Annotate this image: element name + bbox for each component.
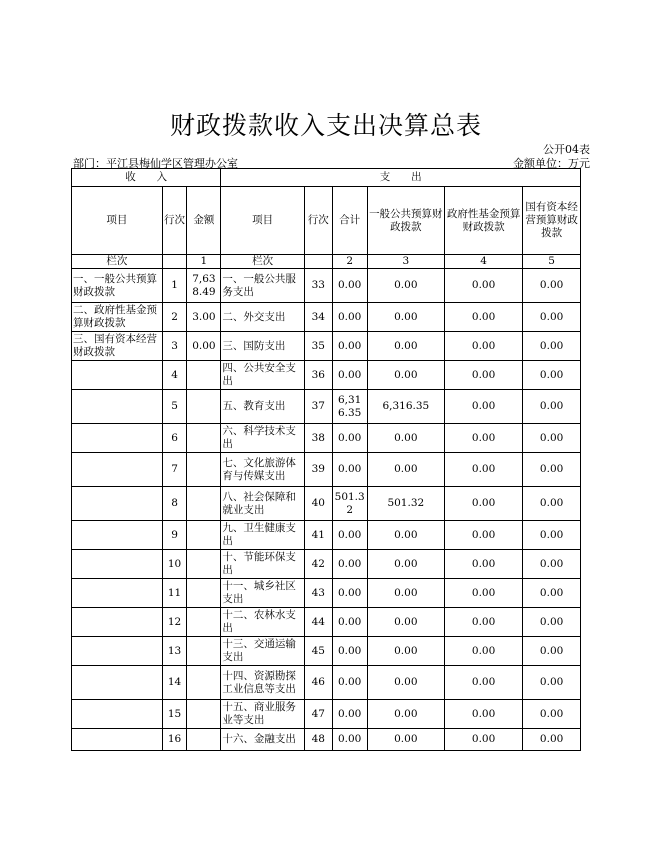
- expense-header: 支 出: [221, 169, 581, 187]
- general-budget-amount: 0.00: [367, 550, 444, 579]
- general-budget-amount: 0.00: [367, 700, 444, 729]
- state-capital-amount: 0.00: [523, 521, 581, 550]
- income-amount: [187, 666, 221, 700]
- col-gov-fund: 政府性基金预算财政拨款: [444, 187, 522, 255]
- department-label: 部门：平江县梅仙学区管理办公室: [73, 157, 238, 170]
- header-row-lanci: [72, 255, 581, 269]
- expense-item: 十四、资源勘探工业信息等支出: [221, 666, 304, 700]
- lanci-1: 1: [187, 255, 221, 269]
- expense-line: 37: [304, 390, 332, 424]
- col-general-budget: 一般公共预算财政拨款: [367, 187, 444, 255]
- state-capital-amount: 0.00: [523, 608, 581, 637]
- income-item: [72, 608, 163, 637]
- col-state-capital: 国有资本经营预算财政拨款: [523, 187, 581, 255]
- income-line: 8: [162, 487, 187, 521]
- expense-line: 39: [304, 453, 332, 487]
- income-item: [72, 700, 163, 729]
- col-item-expense: 项目: [221, 187, 304, 255]
- table-row: [72, 453, 581, 487]
- income-line: 13: [162, 637, 187, 666]
- total-amount: 6,316.35: [332, 390, 367, 424]
- state-capital-amount: 0.00: [523, 729, 581, 751]
- general-budget-amount: 6,316.35: [367, 390, 444, 424]
- state-capital-amount: 0.00: [523, 390, 581, 424]
- gov-fund-amount: 0.00: [444, 729, 522, 751]
- gov-fund-amount: 0.00: [444, 453, 522, 487]
- lanci-label-2: 栏次: [221, 255, 304, 269]
- state-capital-amount: 0.00: [523, 453, 581, 487]
- total-amount: 0.00: [332, 303, 367, 332]
- expense-item: 十三、交通运输支出: [221, 637, 304, 666]
- expense-line: 35: [304, 332, 332, 361]
- gov-fund-amount: 0.00: [444, 550, 522, 579]
- state-capital-amount: 0.00: [523, 303, 581, 332]
- income-item: [72, 521, 163, 550]
- total-amount: 0.00: [332, 579, 367, 608]
- table-row: [72, 666, 581, 700]
- gov-fund-amount: 0.00: [444, 637, 522, 666]
- income-line: 1: [162, 269, 187, 303]
- page-title: 财政拨款收入支出决算总表: [169, 111, 482, 140]
- table-row: [72, 729, 581, 751]
- expense-line: 38: [304, 424, 332, 453]
- expense-line: 36: [304, 361, 332, 390]
- income-line: 16: [162, 729, 187, 751]
- state-capital-amount: 0.00: [523, 637, 581, 666]
- income-item: [72, 487, 163, 521]
- general-budget-amount: 0.00: [367, 729, 444, 751]
- table-row: [72, 550, 581, 579]
- total-amount: 501.32: [332, 487, 367, 521]
- income-amount: 7,638.49: [187, 269, 221, 303]
- total-amount: 0.00: [332, 700, 367, 729]
- expense-line: 41: [304, 521, 332, 550]
- gov-fund-amount: 0.00: [444, 361, 522, 390]
- state-capital-amount: 0.00: [523, 361, 581, 390]
- expense-item: 九、卫生健康支出: [221, 521, 304, 550]
- gov-fund-amount: 0.00: [444, 303, 522, 332]
- income-line: 7: [162, 453, 187, 487]
- header-row-columns: [72, 187, 581, 255]
- income-amount: [187, 550, 221, 579]
- general-budget-amount: 0.00: [367, 637, 444, 666]
- table-row: [72, 579, 581, 608]
- expense-item: 八、社会保障和就业支出: [221, 487, 304, 521]
- lanci-3: 3: [367, 255, 444, 269]
- total-amount: 0.00: [332, 608, 367, 637]
- general-budget-amount: 0.00: [367, 579, 444, 608]
- expense-item: 六、科学技术支出: [221, 424, 304, 453]
- expense-item: 二、外交支出: [221, 303, 304, 332]
- income-amount: [187, 361, 221, 390]
- income-line: 12: [162, 608, 187, 637]
- state-capital-amount: 0.00: [523, 700, 581, 729]
- table-row: [72, 637, 581, 666]
- state-capital-amount: 0.00: [523, 424, 581, 453]
- gov-fund-amount: 0.00: [444, 487, 522, 521]
- expense-item: 十五、商业服务业等支出: [221, 700, 304, 729]
- income-line: 2: [162, 303, 187, 332]
- income-item: 三、国有资本经营财政拨款: [72, 332, 163, 361]
- state-capital-amount: 0.00: [523, 550, 581, 579]
- expense-line: 33: [304, 269, 332, 303]
- income-amount: 3.00: [187, 303, 221, 332]
- gov-fund-amount: 0.00: [444, 521, 522, 550]
- unit-label: 金额单位：万元: [513, 157, 590, 170]
- total-amount: 0.00: [332, 453, 367, 487]
- expense-item: 十二、农林水支出: [221, 608, 304, 637]
- expense-line: 47: [304, 700, 332, 729]
- expense-item: 七、文化旅游体育与传媒支出: [221, 453, 304, 487]
- gov-fund-amount: 0.00: [444, 269, 522, 303]
- income-item: [72, 390, 163, 424]
- expense-item: 十、节能环保支出: [221, 550, 304, 579]
- lanci-2: 2: [332, 255, 367, 269]
- total-amount: 0.00: [332, 424, 367, 453]
- gov-fund-amount: 0.00: [444, 700, 522, 729]
- income-amount: [187, 579, 221, 608]
- state-capital-amount: 0.00: [523, 579, 581, 608]
- col-item-income: 项目: [72, 187, 163, 255]
- state-capital-amount: 0.00: [523, 332, 581, 361]
- income-line: 5: [162, 390, 187, 424]
- lanci-empty: [162, 255, 187, 269]
- expense-line: 48: [304, 729, 332, 751]
- table-row: [72, 390, 581, 424]
- gov-fund-amount: 0.00: [444, 424, 522, 453]
- income-line: 3: [162, 332, 187, 361]
- income-amount: [187, 521, 221, 550]
- income-amount: 0.00: [187, 332, 221, 361]
- table-row: [72, 269, 581, 303]
- table-row: [72, 521, 581, 550]
- income-amount: [187, 424, 221, 453]
- income-item: [72, 361, 163, 390]
- expense-item: 十六、金融支出: [221, 729, 304, 751]
- lanci-empty-2: [304, 255, 332, 269]
- income-line: 11: [162, 579, 187, 608]
- income-item: 二、政府性基金预算财政拨款: [72, 303, 163, 332]
- income-item: [72, 579, 163, 608]
- state-capital-amount: 0.00: [523, 269, 581, 303]
- gov-fund-amount: 0.00: [444, 666, 522, 700]
- table-row: [72, 361, 581, 390]
- table-row: [72, 700, 581, 729]
- state-capital-amount: 0.00: [523, 487, 581, 521]
- general-budget-amount: 0.00: [367, 303, 444, 332]
- income-line: 4: [162, 361, 187, 390]
- expense-line: 46: [304, 666, 332, 700]
- income-line: 10: [162, 550, 187, 579]
- expense-line: 40: [304, 487, 332, 521]
- income-item: [72, 666, 163, 700]
- total-amount: 0.00: [332, 269, 367, 303]
- income-item: [72, 729, 163, 751]
- form-number: 公开04表: [543, 143, 590, 156]
- income-amount: [187, 700, 221, 729]
- header-row-sections: [72, 169, 581, 187]
- col-line-income: 行次: [162, 187, 187, 255]
- general-budget-amount: 0.00: [367, 361, 444, 390]
- general-budget-amount: 0.00: [367, 453, 444, 487]
- income-item: [72, 424, 163, 453]
- total-amount: 0.00: [332, 521, 367, 550]
- gov-fund-amount: 0.00: [444, 608, 522, 637]
- lanci-label: 栏次: [72, 255, 163, 269]
- table-row: [72, 424, 581, 453]
- table-row: [72, 608, 581, 637]
- income-item: [72, 453, 163, 487]
- general-budget-amount: 0.00: [367, 332, 444, 361]
- expense-item: 三、国防支出: [221, 332, 304, 361]
- expense-item: 十一、城乡社区支出: [221, 579, 304, 608]
- col-line-expense: 行次: [304, 187, 332, 255]
- income-amount: [187, 729, 221, 751]
- income-item: [72, 550, 163, 579]
- gov-fund-amount: 0.00: [444, 579, 522, 608]
- lanci-5: 5: [523, 255, 581, 269]
- income-amount: [187, 608, 221, 637]
- income-item: [72, 637, 163, 666]
- income-header: 收 入: [72, 169, 221, 187]
- col-amount: 金额: [187, 187, 221, 255]
- income-amount: [187, 487, 221, 521]
- income-amount: [187, 390, 221, 424]
- total-amount: 0.00: [332, 729, 367, 751]
- expense-line: 43: [304, 579, 332, 608]
- total-amount: 0.00: [332, 332, 367, 361]
- expense-item: 一、一般公共服务支出: [221, 269, 304, 303]
- state-capital-amount: 0.00: [523, 666, 581, 700]
- gov-fund-amount: 0.00: [444, 390, 522, 424]
- general-budget-amount: 0.00: [367, 424, 444, 453]
- expense-item: 五、教育支出: [221, 390, 304, 424]
- income-amount: [187, 637, 221, 666]
- total-amount: 0.00: [332, 637, 367, 666]
- income-line: 14: [162, 666, 187, 700]
- general-budget-amount: 0.00: [367, 269, 444, 303]
- total-amount: 0.00: [332, 361, 367, 390]
- general-budget-amount: 0.00: [367, 521, 444, 550]
- table-row: [72, 332, 581, 361]
- expense-line: 45: [304, 637, 332, 666]
- total-amount: 0.00: [332, 550, 367, 579]
- income-line: 15: [162, 700, 187, 729]
- col-total: 合计: [332, 187, 367, 255]
- table-row: [72, 303, 581, 332]
- income-line: 6: [162, 424, 187, 453]
- gov-fund-amount: 0.00: [444, 332, 522, 361]
- budget-table: [71, 168, 581, 751]
- total-amount: 0.00: [332, 666, 367, 700]
- table-row: [72, 487, 581, 521]
- income-amount: [187, 453, 221, 487]
- expense-line: 44: [304, 608, 332, 637]
- expense-line: 34: [304, 303, 332, 332]
- income-item: 一、一般公共预算财政拨款: [72, 269, 163, 303]
- expense-line: 42: [304, 550, 332, 579]
- expense-item: 四、公共安全支出: [221, 361, 304, 390]
- income-line: 9: [162, 521, 187, 550]
- lanci-4: 4: [444, 255, 522, 269]
- general-budget-amount: 0.00: [367, 666, 444, 700]
- general-budget-amount: 0.00: [367, 608, 444, 637]
- general-budget-amount: 501.32: [367, 487, 444, 521]
